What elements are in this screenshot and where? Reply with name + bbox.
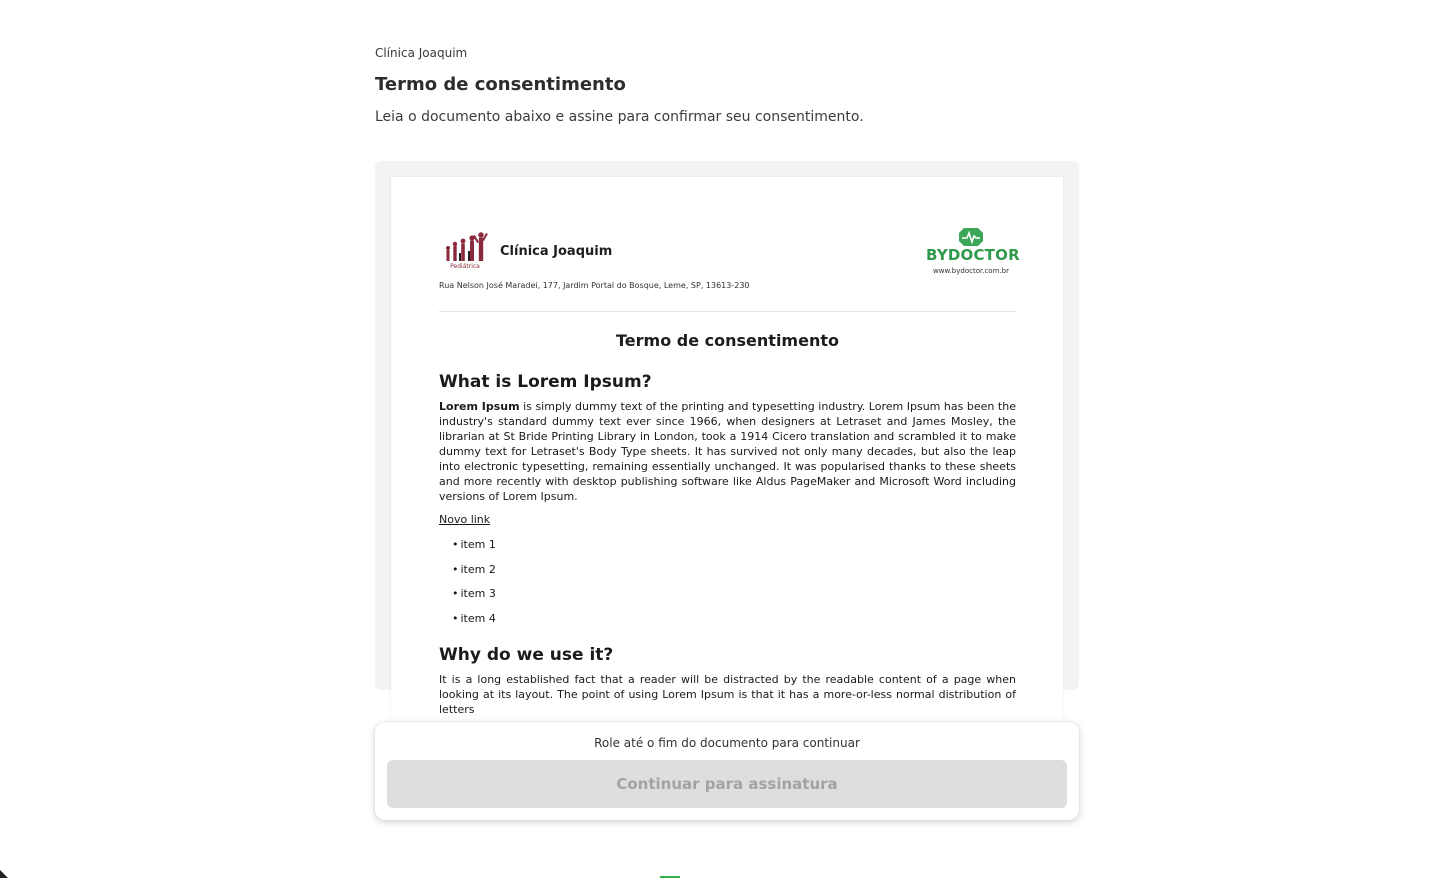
- document-viewer[interactable]: [375, 161, 1079, 716]
- bold-lead: Lorem Ipsum: [439, 400, 520, 413]
- clinic-address: Rua Nelson José Maradei, 177, Jardim Portal do Bosque, Leme, SP, 13613-230: [439, 281, 750, 290]
- header-divider: [439, 311, 1016, 312]
- list-item: • item 3: [452, 587, 496, 600]
- continue-to-signature-button[interactable]: Continuar para assinatura: [387, 760, 1067, 808]
- paragraph-text: is simply dummy text of the printing and typesetting industry. Lorem Ipsum has been the industry's standard dummy text ever since 1966, when designers at Letraset and James Mosley, the librarian at St Bride Printing Library in London, took a 1914 Cicero translation and scrambled it to make dummy text for Letraset's Body Type sheets. It has survived not only many decades, but also the leap into electronic typesetting, remaining essentially unchanged. It was popularised thanks to these sheets and more recently with desktop publishing software like Aldus PageMaker and Microsoft Word including versions of Lorem Ipsum.: [439, 400, 1016, 503]
- document-header: [439, 227, 1020, 313]
- family-figures-icon: [442, 231, 488, 263]
- list-item-label: item 1: [460, 538, 496, 551]
- heartbeat-icon: [958, 227, 984, 247]
- section-heading: Why do we use it?: [439, 645, 614, 665]
- brand-name: BYDOCTOR: [926, 246, 1020, 264]
- document-content: [439, 227, 1020, 717]
- scroll-hint: Role até o fim do documento para continuar: [594, 736, 860, 750]
- list-item: • item 1: [452, 538, 496, 551]
- list-item-label: item 2: [460, 562, 496, 576]
- clinic-name: Clínica Joaquim: [375, 46, 468, 60]
- page-title: Termo de consentimento: [375, 74, 626, 95]
- list-item: • item 2: [452, 562, 496, 576]
- footer-card: [375, 722, 1079, 820]
- novo-link[interactable]: Novo link: [439, 513, 491, 526]
- section-heading: What is Lorem Ipsum?: [439, 372, 652, 392]
- list-item-label: item 4: [460, 611, 496, 625]
- bullet-list: [439, 533, 1016, 631]
- clinic-logo-text: Pediátrica: [450, 263, 480, 270]
- document-clinic-name: Clínica Joaquim: [500, 244, 613, 259]
- section-paragraph: It is a long established fact that a reader will be distracted by the readable content of a page when looking at its layout. The point of using Lorem Ipsum is that it has a more-or-less normal distribution of letters: [439, 673, 1016, 716]
- bydoctor-logo: [926, 227, 1020, 277]
- brand-url: www.bydoctor.com.br: [933, 267, 1009, 275]
- document-title: Termo de consentimento: [616, 331, 839, 350]
- page-subtitle: Leia o documento abaixo e assine para confirmar seu consentimento.: [375, 109, 864, 125]
- corner-marker: [0, 870, 8, 878]
- clinic-logo: [442, 231, 488, 271]
- list-item-label: item 3: [460, 587, 496, 600]
- document-page: [391, 177, 1063, 737]
- section-paragraph: [439, 399, 1016, 504]
- header: [375, 46, 1079, 60]
- list-item: • item 4: [452, 611, 496, 625]
